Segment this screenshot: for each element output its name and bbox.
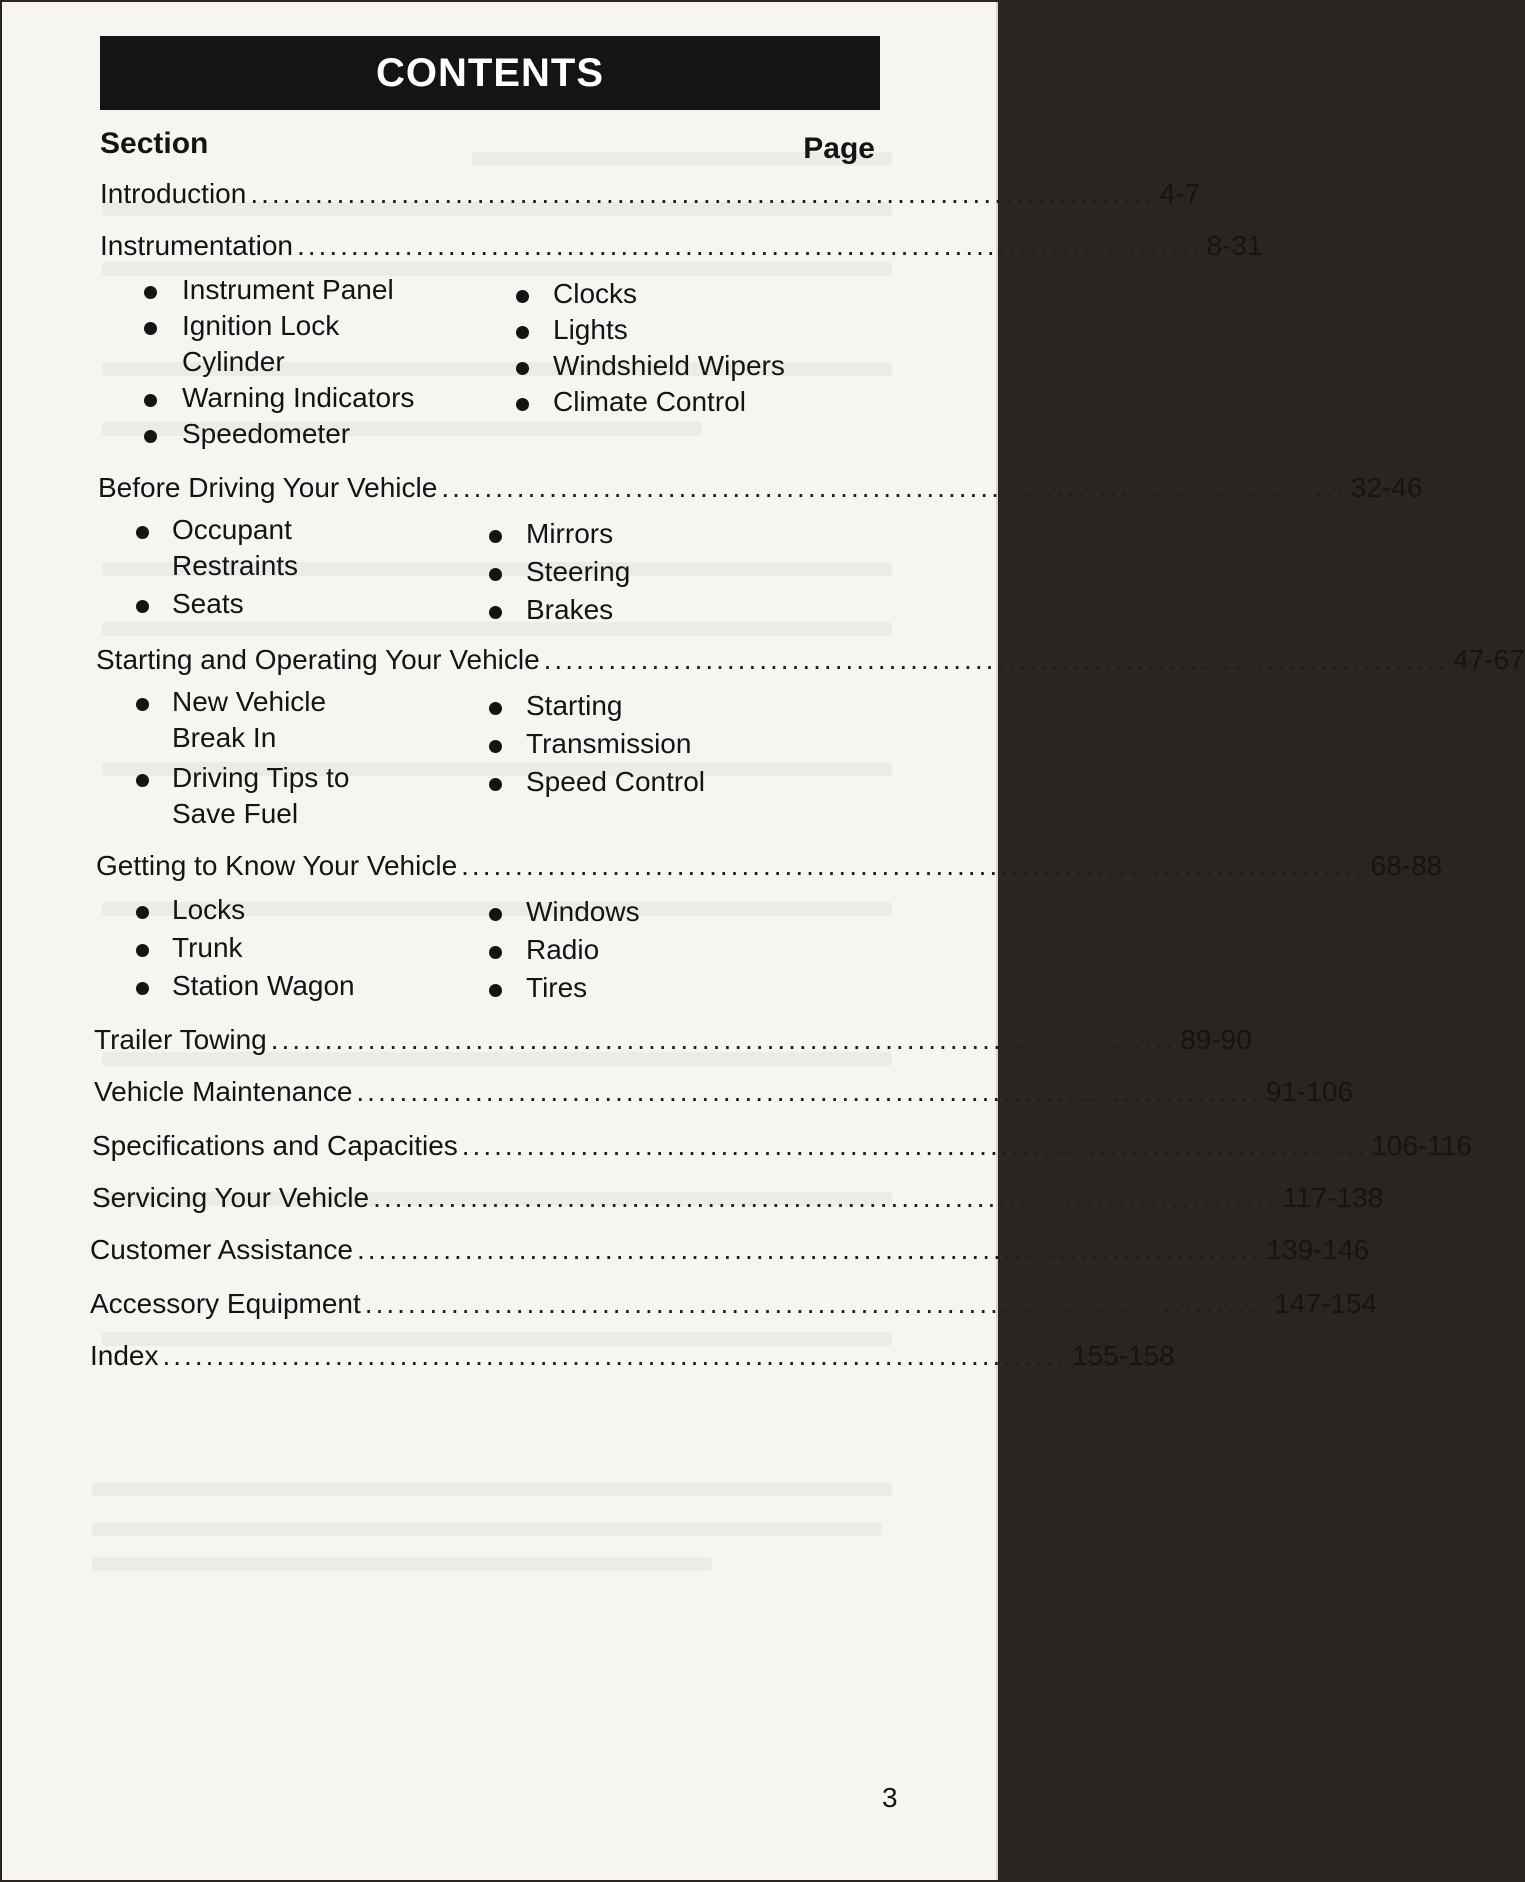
subtopic-item: Climate Control: [553, 386, 746, 417]
toc-entry-title: Index: [90, 1340, 159, 1371]
toc-entry-pages: 32-46: [1350, 472, 1423, 503]
toc-entry-pages: 117-138: [1282, 1182, 1384, 1213]
leader-dots: ....................................................................................: [162, 1340, 1068, 1371]
subtopic-item: Locks: [172, 894, 246, 925]
subtopic-item: Windows: [526, 896, 640, 927]
page-column-header: Page: [803, 132, 875, 165]
bullet-icon: [516, 326, 529, 339]
toc-entry-index: [90, 1340, 1175, 1372]
subtopic-item: Instrument Panel: [182, 274, 394, 305]
subtopic-item: Windshield Wipers: [553, 350, 785, 381]
page-number: 3: [882, 1782, 898, 1813]
subtopic-item: Brakes: [526, 594, 614, 625]
section-column-header: Section: [100, 127, 209, 160]
subtopic-item: Restraints: [172, 550, 299, 581]
bullet-icon: [136, 774, 149, 787]
subtopic-item: Break In: [172, 722, 277, 753]
toc-entry-pages: 106-116: [1371, 1130, 1472, 1161]
toc-entry-pages: 8-31: [1206, 230, 1263, 261]
bullet-icon: [136, 944, 149, 957]
bullet-icon: [516, 398, 529, 411]
bleed-through-texture: [2, 2, 996, 1880]
bullet-icon: [144, 430, 157, 443]
toc-entry-starting-operating: [96, 644, 1525, 676]
leader-dots: ....................................................................................: [356, 1076, 1262, 1107]
bullet-icon: [136, 526, 149, 539]
subtopic-item: Occupant: [172, 514, 292, 545]
subtopic-item: Warning Indicators: [182, 382, 415, 413]
subtopic-item: Cylinder: [182, 346, 285, 377]
bullet-icon: [489, 946, 502, 959]
toc-entry-pages: 68-88: [1370, 850, 1443, 881]
bullet-icon: [516, 290, 529, 303]
leader-dots: ....................................................................................: [461, 850, 1367, 881]
toc-entry-title: Getting to Know Your Vehicle: [96, 850, 458, 881]
toc-entry-pages: 91-106: [1265, 1076, 1354, 1107]
bullet-icon: [489, 568, 502, 581]
toc-entry-servicing: [92, 1182, 1384, 1214]
subtopic-item: Steering: [526, 556, 631, 587]
subtopic-item: Transmission: [526, 728, 692, 759]
subtopic-item: Station Wagon: [172, 970, 355, 1001]
subtopic-item: Starting: [526, 690, 623, 721]
bullet-icon: [144, 394, 157, 407]
leader-dots: ....................................................................................: [270, 1024, 1177, 1055]
toc-entry-title: Before Driving Your Vehicle: [98, 472, 438, 503]
subtopic-item: Mirrors: [526, 518, 614, 549]
subtopic-item: Speedometer: [182, 418, 351, 449]
leader-dots: ....................................................................................: [373, 1182, 1279, 1213]
leader-dots: ....................................................................................: [543, 644, 1450, 675]
bullet-icon: [136, 982, 149, 995]
toc-entry-pages: 47-67: [1453, 644, 1525, 675]
contents-banner: [100, 36, 880, 110]
subtopic-item: Speed Control: [526, 766, 706, 797]
bullet-icon: [136, 906, 149, 919]
leader-dots: ....................................................................................: [441, 472, 1347, 503]
bullet-icon: [516, 362, 529, 375]
toc-entry-trailer-towing: [94, 1024, 1252, 1056]
bullet-icon: [144, 286, 157, 299]
subtopic-item: New Vehicle: [172, 686, 327, 717]
bullet-icon: [489, 984, 502, 997]
subtopic-item: Clocks: [553, 278, 638, 309]
toc-entry-title: Vehicle Maintenance: [94, 1076, 353, 1107]
toc-entry-customer-assistance: [90, 1234, 1370, 1266]
toc-entry-pages: 147-154: [1274, 1288, 1378, 1319]
toc-entry-title: Accessory Equipment: [90, 1288, 361, 1319]
subtopic-item: Tires: [526, 972, 588, 1003]
toc-entry-title: Instrumentation: [100, 230, 293, 261]
toc-entry-introduction: [100, 178, 1201, 210]
leader-dots: ....................................................................................: [461, 1130, 1368, 1161]
subtopic-item: Lights: [553, 314, 628, 345]
bullet-icon: [489, 778, 502, 791]
toc-entry-before-driving: [98, 472, 1423, 504]
toc-entry-title: Starting and Operating Your Vehicle: [96, 644, 540, 675]
subtopic-item: Save Fuel: [172, 798, 299, 829]
bullet-icon: [144, 322, 157, 335]
toc-entry-title: Trailer Towing: [94, 1024, 267, 1055]
subtopic-item: Driving Tips to: [172, 762, 350, 793]
bullet-icon: [489, 606, 502, 619]
toc-entry-title: Servicing Your Vehicle: [92, 1182, 370, 1213]
toc-entry-title: Specifications and Capacities: [92, 1130, 458, 1161]
toc-entry-specifications: [92, 1130, 1472, 1162]
leader-dots: ....................................................................................: [364, 1288, 1271, 1319]
bullet-icon: [489, 530, 502, 543]
toc-entry-getting-to-know: [96, 850, 1443, 882]
toc-entry-instrumentation: [100, 230, 1263, 262]
toc-entry-title: Customer Assistance: [90, 1234, 353, 1265]
bullet-icon: [489, 702, 502, 715]
bullet-icon: [136, 698, 149, 711]
toc-entry-title: Introduction: [100, 178, 247, 209]
subtopic-item: Trunk: [172, 932, 243, 963]
toc-entry-pages: 139-146: [1266, 1234, 1370, 1265]
bullet-icon: [489, 908, 502, 921]
contents-title: CONTENTS: [376, 50, 604, 95]
booklet-page: [2, 2, 1525, 1880]
toc-entry-vehicle-maintenance: [94, 1076, 1354, 1108]
toc-entry-pages: 89-90: [1180, 1024, 1252, 1055]
bullet-icon: [489, 740, 502, 753]
toc-entry-pages: 4-7: [1159, 178, 1201, 209]
toc-entry-pages: 155-158: [1071, 1340, 1175, 1371]
toc-entry-accessory-equipment: [90, 1288, 1378, 1320]
leader-dots: ....................................................................................: [357, 1234, 1263, 1265]
bullet-icon: [136, 600, 149, 613]
leader-dots: ....................................................................................: [250, 178, 1156, 209]
subtopic-item: Ignition Lock: [182, 310, 340, 341]
leader-dots: ....................................................................................: [297, 230, 1203, 261]
subtopic-item: Seats: [172, 588, 244, 619]
subtopic-item: Radio: [526, 934, 600, 965]
